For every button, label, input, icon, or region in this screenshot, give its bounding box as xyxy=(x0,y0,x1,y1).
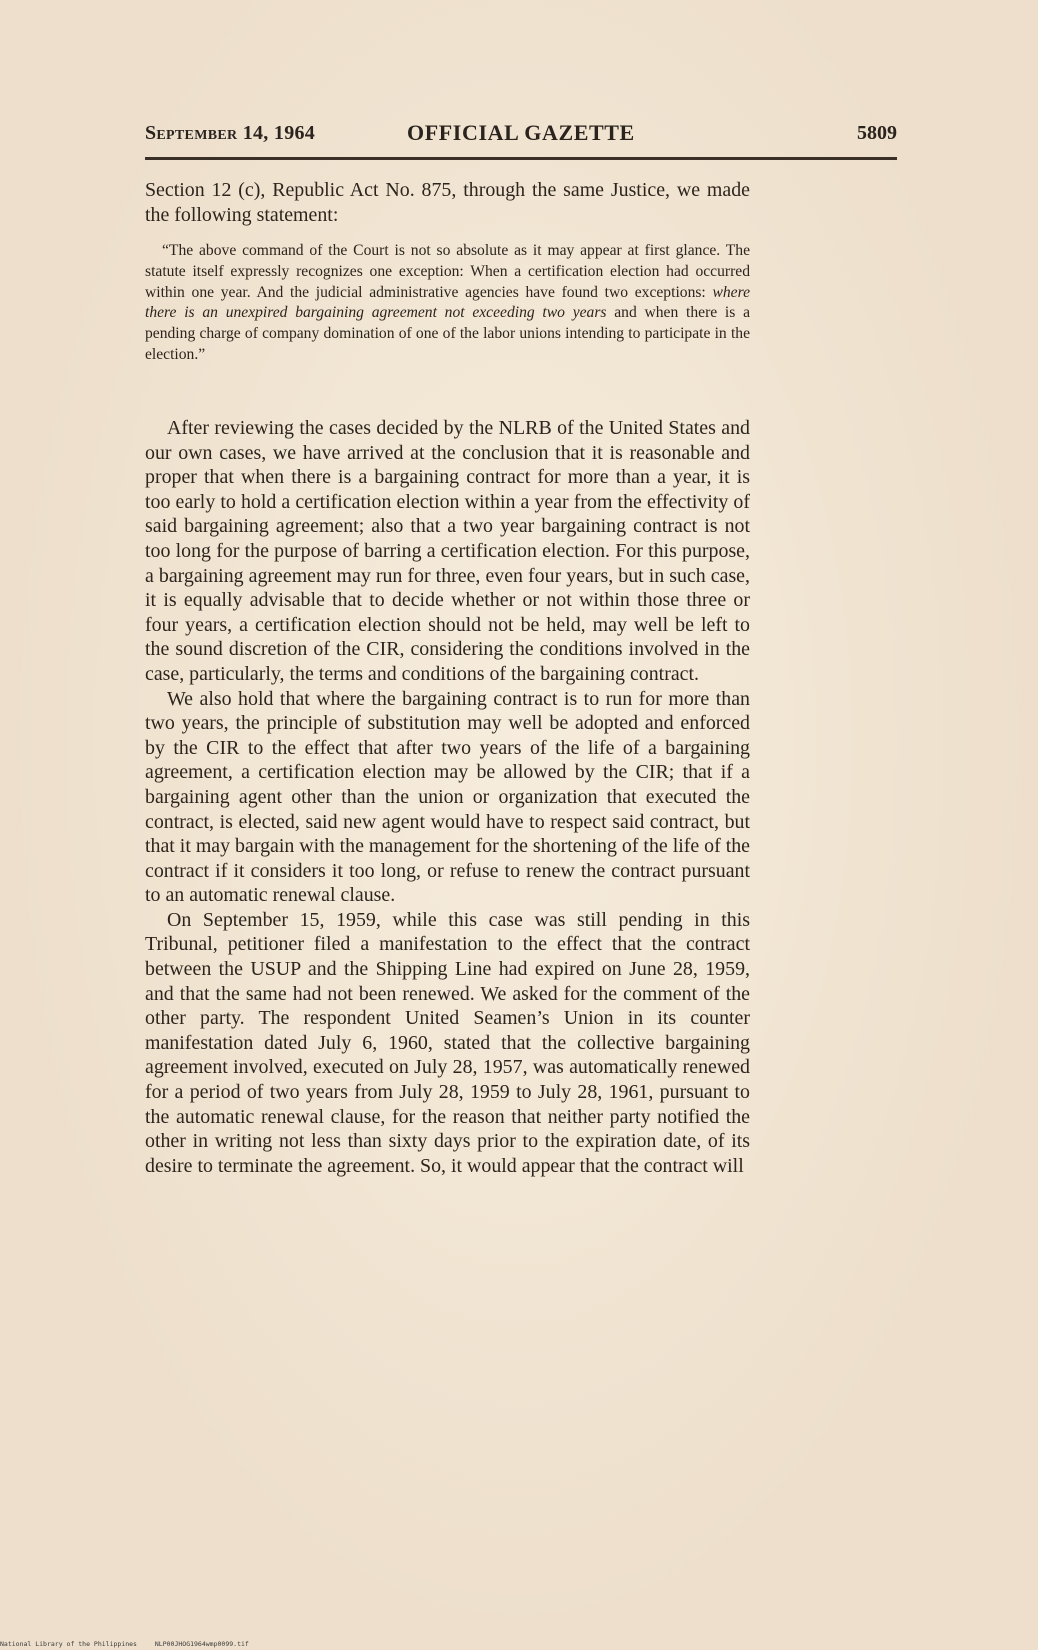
scan-footer xyxy=(0,1640,263,1648)
header-page-number: 5809 xyxy=(857,122,897,144)
header-title: OFFICIAL GAZETTE xyxy=(407,120,635,145)
quote-italic-text: where there is an unexpired bargaining agreement not exceeding two years xyxy=(145,283,750,322)
footer-filename: NLP00JHOG1964wmp0099.tif xyxy=(154,1640,249,1648)
header-rule xyxy=(145,157,897,160)
page-header xyxy=(145,118,897,152)
quote-text-part2: and when there is a pending charge of company domination of one of the labor unions intending to participate in the election.” xyxy=(145,304,750,363)
intro-text xyxy=(145,178,750,227)
paragraph: After reviewing the cases decided by the NLRB of the United States and our own cases, we have arrived at the conclusion that it is reasonable and proper that when there is a bargaining contract for more than a year, it is too early to hold a certification election within a year from the effectivity of said bargaining agreement; also that a two year bargaining contract is not too long for the purpose of barring a certification election. For this purpose, a bargaining agreement may run for three, even four years, but in such case, it is equally advisable that to decide whether or not within those three or four years, a certification election should not be held, may well be left to the sound discretion of the CIR, considering the conditions involved in the case, particularly, the terms and conditions of the bargaining contract. xyxy=(145,417,750,685)
quote-text-part1: “The above command of the Court is not so absolute as it may appear at first glance. The statute itself expressly recognizes one exception: When a certification election had occurred within one year. And the judicial administrative agencies have found two exceptions: xyxy=(145,242,750,301)
header-date: September 14, 1964 xyxy=(145,122,316,144)
paragraph: On September 15, 1959, while this case was still pending in this Tribunal, petitioner filed a manifestation to the effect that the contract between the USUP and the Shipping Line had expired on June 28, 1959, and that the same had not been renewed. We asked for the comment of the other party. The respondent United Seamen’s Union in its counter manifestation dated July 6, 1960, stated that the collective bargaining agreement involved, executed on July 28, 1957, was automatically renewed for a period of two years from July 28, 1959 to July 28, 1961, pursuant to the automatic renewal clause, for the reason that neither party notified the other in writing not less than sixty days prior to the expiration date, of its desire to terminate the agreement. So, it would appear that the contract will xyxy=(145,908,750,1177)
block-quote xyxy=(145,241,750,366)
main-text xyxy=(145,416,750,1178)
footer-library: National Library of the Philippines xyxy=(0,1640,137,1648)
paragraph: We also hold that where the bargaining contract is to run for more than two years, the principle of substitution may well be adopted and enforced by the CIR to the effect that after two years of the life of a bargaining agreement, a certification election may be allowed by the CIR; that if a bargaining agent other than the union or organization that executed the contract, is elected, said new agent would have to respect said contract, but that it may bargain with the management for the shortening of the life of the contract if it considers it too long, or refuse to renew the contract pursuant to an automatic renewal clause. xyxy=(145,687,751,907)
intro-paragraph: Section 12 (c), Republic Act No. 875, through the same Justice, we made the following statement: xyxy=(145,179,750,226)
